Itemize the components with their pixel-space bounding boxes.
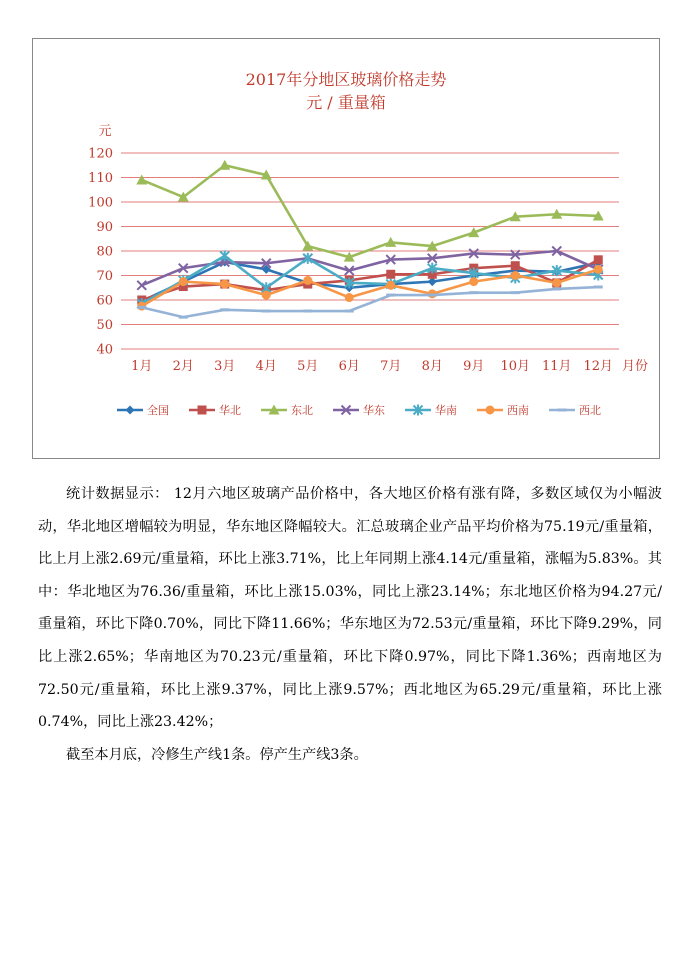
x-tick-label: 10月 [500,359,531,374]
data-point [386,281,395,290]
data-point [220,280,229,289]
production-line-paragraph: 截至本月底，冷修生产线1条。停产生产线3条。 [66,746,368,763]
x-tick-label: 12月 [583,359,614,374]
legend-item [117,403,169,417]
data-point [303,276,312,285]
legend-item [261,404,313,417]
x-tick-label: 3月 [214,359,236,374]
series-东北 [136,160,604,262]
x-tick-label: 8月 [421,359,443,374]
data-point [386,270,395,279]
x-tick-label: 2月 [172,359,194,374]
chart-frame [32,38,660,459]
report-text [38,478,662,771]
data-point [198,406,207,415]
x-tick-label: 9月 [463,359,485,374]
data-point [486,406,495,415]
data-point [552,278,561,287]
statistics-paragraph: 统计数据显示： 12月六地区玻璃产品价格中，各大地区价格有涨有降，多数区域仅为小幅波动，华北地区增幅较为明显，华东地区降幅较大。汇总玻璃企业产品平均价格为75.19元/重量箱，比上月上涨2.69元/重量箱，环比上涨3.71%，比上年同期上涨4.14元/重量箱，涨幅为5.83%。其中：华北地区为76.36/重量箱，环比上涨15.03%，同比上涨23.14%；东北地区价格为94.27元/重量箱，环比下降0.70%，同比下降11.66%；华东地区为72.53元/重量箱，环比下降9.29%，同比上涨2.65%；华南地区为70.23元/重量箱，环比下降0.97%，同比下降1.36%；西南地区为72.50元/重量箱，环比上涨9.37%，同比上涨9.57%；西北地区为65.29元/重量箱，环比上涨0.74%，同比上涨23.42%； [38,486,662,731]
y-tick-label: 100 [88,195,113,211]
line-chart [33,39,659,458]
data-point [136,174,147,184]
x-tick-label: 11月 [541,359,572,374]
data-point [511,271,520,280]
data-point [220,250,229,261]
data-point [511,261,520,270]
legend-label: 全国 [147,404,169,417]
data-point [594,255,603,264]
y-axis-label: 元 [98,124,112,139]
x-tick-label: 1月 [131,359,153,374]
legend-label: 华北 [219,404,241,417]
legend-item [405,403,457,417]
data-point [594,265,603,274]
legend-item [333,403,385,417]
y-tick-label: 90 [96,220,113,235]
data-point [302,241,313,251]
y-tick-label: 60 [96,293,113,309]
legend-label: 东北 [291,404,313,417]
legend-label: 华东 [363,404,385,417]
chart-title: 2017年分地区玻璃价格走势 [245,70,447,89]
data-point [219,160,230,170]
legend-item [477,404,529,417]
series-line [142,262,599,301]
data-point [126,406,135,415]
chart-subtitle: 元 / 重量箱 [306,93,386,112]
y-tick-label: 120 [88,146,113,162]
data-point [262,291,271,300]
y-tick-label: 110 [88,171,113,186]
y-tick-label: 80 [96,244,113,260]
legend-label: 西南 [507,404,529,417]
y-tick-label: 50 [96,318,113,333]
legend-label: 西北 [579,404,601,417]
x-tick-label: 4月 [255,359,277,374]
legend-item [549,404,601,417]
x-tick-label: 5月 [297,359,319,374]
x-tick-label: 7月 [380,359,402,374]
series-line [142,256,599,304]
y-tick-label: 40 [96,342,113,358]
legend-item [189,403,241,417]
x-tick-label: 6月 [338,359,360,374]
legend-label: 华南 [435,404,457,417]
data-point [179,277,188,286]
data-point [345,293,354,302]
data-point [469,277,478,286]
series-line [142,165,599,257]
x-axis-label: 月份 [621,359,649,374]
y-tick-label: 70 [96,269,113,284]
